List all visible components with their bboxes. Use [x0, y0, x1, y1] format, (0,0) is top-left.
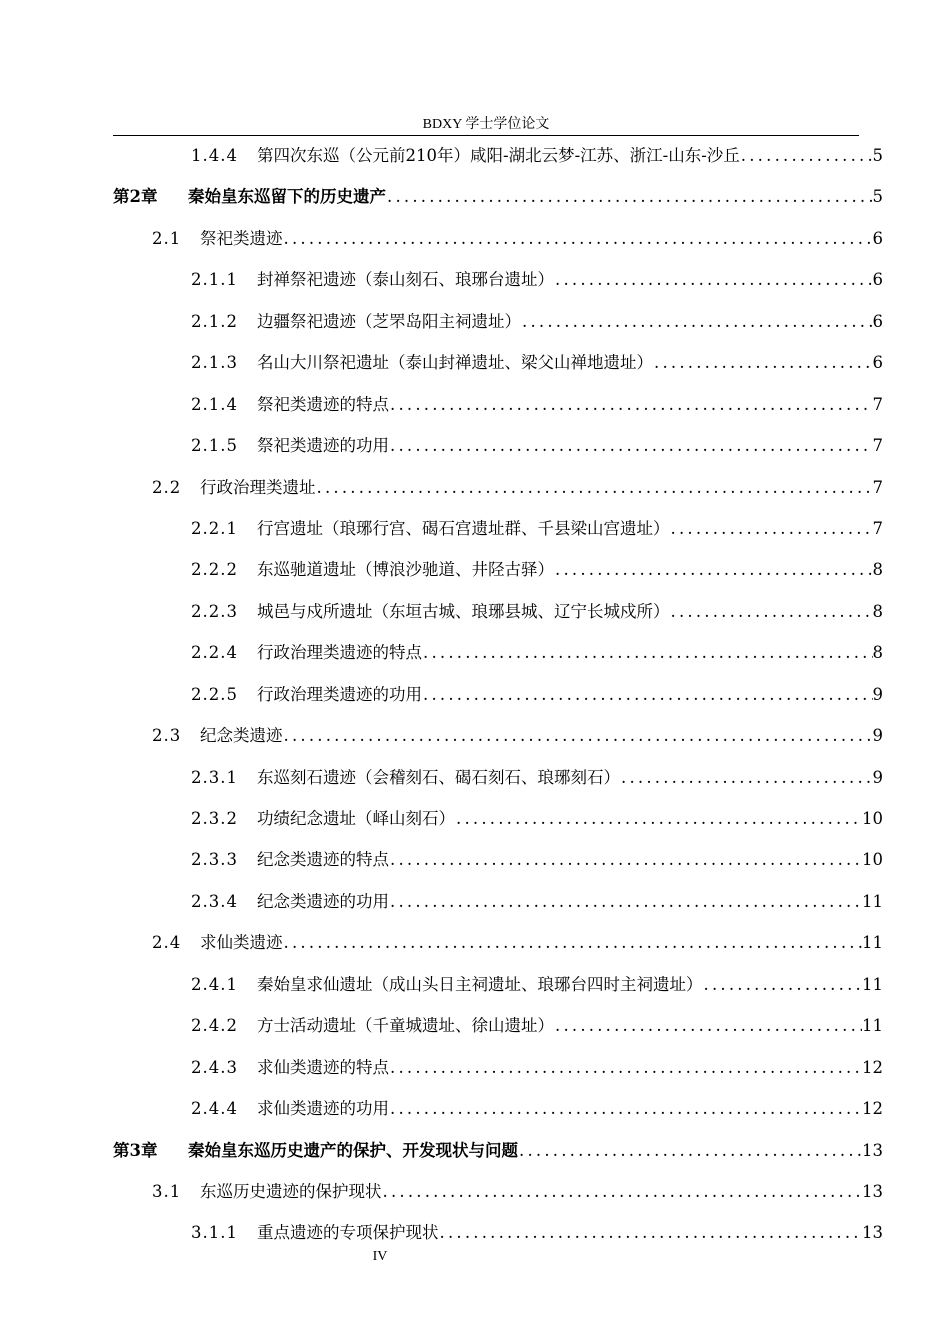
toc-entry-title: 重点遗迹的专项保护现状	[257, 1223, 439, 1243]
toc-entry-page: 9	[872, 767, 883, 787]
toc-subsection-entry[interactable]	[191, 1213, 883, 1253]
toc-dot-leader	[740, 146, 873, 166]
toc-entry-page: 6	[872, 228, 883, 248]
toc-dot-leader	[518, 1141, 862, 1161]
toc-entry-number: 2.4	[152, 933, 182, 953]
toc-entry-page: 6	[872, 270, 883, 290]
toc-entry-number: 2.1.1	[191, 270, 238, 290]
toc-entry-title: 秦始皇东巡历史遗产的保护、开发现状与问题	[188, 1140, 518, 1160]
running-header: BDXY 学士学位论文	[422, 117, 550, 132]
toc-entry-page: 6	[872, 311, 883, 331]
toc-subsection-entry[interactable]	[191, 1006, 883, 1046]
toc-entry-title: 东巡历史遗迹的保护现状	[200, 1182, 382, 1201]
toc-entry-title: 行宫遗址（琅琊行宫、碣石宫遗址群、千县梁山宫遗址）	[257, 518, 670, 538]
toc-dot-leader	[620, 768, 873, 788]
toc-dot-leader	[389, 892, 862, 912]
toc-dot-leader	[382, 1182, 863, 1202]
toc-entry-page: 7	[872, 518, 883, 538]
toc-dot-leader	[316, 478, 873, 498]
toc-entry-number: 2.2.3	[191, 601, 238, 621]
toc-entry-title: 东巡刻石遗迹（会稽刻石、碣石刻石、琅琊刻石）	[257, 767, 620, 787]
toc-entry-number: 2.3	[152, 726, 182, 746]
toc-dot-leader	[422, 685, 873, 705]
toc-section-entry[interactable]	[152, 923, 883, 963]
toc-entry-page: 8	[872, 643, 883, 663]
toc-subsection-entry[interactable]	[191, 302, 883, 342]
toc-subsection-entry[interactable]	[191, 343, 883, 383]
toc-dot-leader	[386, 187, 873, 207]
toc-subsection-entry[interactable]	[191, 509, 883, 549]
toc-entry-number: 2.2.1	[191, 518, 238, 538]
toc-entry-title: 秦始皇东巡留下的历史遗产	[188, 187, 386, 207]
toc-entry-number: 2.1	[152, 228, 182, 248]
toc-entry-title: 东巡驰道遗址（博浪沙驰道、井陉古驿）	[257, 560, 554, 580]
toc-subsection-entry[interactable]	[191, 592, 883, 632]
toc-entry-page: 9	[872, 684, 883, 704]
toc-entry-number: 1.4.4	[191, 146, 238, 165]
toc-subsection-entry[interactable]	[191, 136, 883, 176]
toc-dot-leader	[653, 353, 873, 373]
toc-subsection-entry[interactable]	[191, 882, 883, 922]
toc-entry-title: 第四次东巡（公元前210年）咸阳-湖北云梦-江苏、浙江-山东-沙丘	[257, 146, 740, 165]
toc-section-entry[interactable]	[152, 219, 883, 259]
toc-entry-number: 2.3.3	[191, 850, 238, 870]
toc-chapter-entry[interactable]	[113, 177, 883, 217]
toc-entry-title: 祭祀类遗迹的功用	[257, 436, 389, 456]
toc-entry-title: 行政治理类遗址	[200, 477, 316, 497]
toc-entry-number: 2.2.2	[191, 560, 238, 580]
toc-dot-leader	[389, 1058, 862, 1078]
toc-entry-title: 城邑与戍所遗址（东垣古城、琅琊县城、辽宁长城戍所）	[257, 601, 670, 621]
toc-entry-number: 2.2.4	[191, 643, 238, 663]
toc-entry-title: 纪念类遗迹的特点	[257, 850, 389, 870]
toc-dot-leader	[389, 436, 873, 456]
toc-entry-number: 2.3.2	[191, 809, 238, 829]
toc-entry-number: 第2章	[113, 187, 158, 207]
toc-entry-number: 2.2.5	[191, 684, 238, 704]
toc-entry-number: 2.4.4	[191, 1099, 238, 1119]
toc-section-entry[interactable]	[152, 716, 883, 756]
toc-subsection-entry[interactable]	[191, 965, 883, 1005]
toc-dot-leader	[389, 395, 873, 415]
toc-entry-page: 8	[872, 560, 883, 580]
toc-entry-page: 12	[862, 1057, 883, 1077]
toc-entry-title: 求仙类遗迹的特点	[257, 1057, 389, 1077]
toc-subsection-entry[interactable]	[191, 675, 883, 715]
toc-subsection-entry[interactable]	[191, 840, 883, 880]
toc-entry-title: 求仙类遗迹	[200, 933, 283, 953]
page-number: IV	[372, 1249, 388, 1264]
toc-dot-leader	[283, 933, 863, 953]
toc-subsection-entry[interactable]	[191, 633, 883, 673]
toc-dot-leader	[670, 519, 873, 539]
toc-entry-page: 13	[862, 1182, 883, 1201]
toc-entry-number: 2.2	[152, 477, 182, 497]
toc-dot-leader	[521, 312, 873, 332]
toc-dot-leader	[283, 229, 873, 249]
toc-subsection-entry[interactable]	[191, 1048, 883, 1088]
toc-entry-page: 11	[862, 974, 883, 994]
toc-entry-number: 3.1	[152, 1182, 182, 1201]
toc-dot-leader	[422, 643, 873, 663]
toc-entry-number: 2.1.3	[191, 353, 238, 373]
toc-entry-page: 10	[862, 850, 883, 870]
toc-entry-title: 求仙类遗迹的功用	[257, 1099, 389, 1119]
toc-entry-page: 6	[872, 353, 883, 373]
toc-entry-number: 第3章	[113, 1140, 158, 1160]
toc-entry-page: 13	[862, 1223, 883, 1243]
toc-entry-number: 3.1.1	[191, 1223, 238, 1243]
toc-dot-leader	[455, 809, 862, 829]
toc-entry-number: 2.4.1	[191, 974, 238, 994]
toc-entry-number: 2.3.4	[191, 891, 238, 911]
toc-entry-title: 祭祀类遗迹	[200, 228, 283, 248]
toc-section-entry[interactable]	[152, 1172, 883, 1212]
toc-entry-title: 功绩纪念遗址（峄山刻石）	[257, 809, 455, 829]
toc-entry-page: 5	[872, 146, 883, 165]
toc-entry-page: 7	[872, 477, 883, 497]
toc-entry-page: 7	[872, 436, 883, 456]
toc-entry-number: 2.4.2	[191, 1016, 238, 1036]
toc-entry-title: 行政治理类遗迹的特点	[257, 643, 422, 663]
toc-entry-page: 11	[862, 891, 883, 911]
toc-subsection-entry[interactable]	[191, 799, 883, 839]
toc-entry-title: 秦始皇求仙遗址（成山头日主祠遗址、琅琊台四时主祠遗址）	[257, 974, 703, 994]
toc-entry-page: 7	[872, 394, 883, 414]
toc-entry-page: 12	[862, 1099, 883, 1119]
toc-entry-title: 祭祀类遗迹的特点	[257, 394, 389, 414]
toc-entry-number: 2.1.2	[191, 311, 238, 331]
toc-entry-page: 10	[862, 809, 883, 829]
toc-entry-page: 9	[872, 726, 883, 746]
toc-dot-leader	[439, 1223, 863, 1243]
toc-entry-number: 2.3.1	[191, 767, 238, 787]
toc-entry-title: 纪念类遗迹的功用	[257, 891, 389, 911]
toc-dot-leader	[703, 975, 863, 995]
toc-entry-title: 方士活动遗址（千童城遗址、徐山遗址）	[257, 1016, 554, 1036]
toc-entry-page: 11	[862, 933, 883, 953]
toc-subsection-entry[interactable]	[191, 426, 883, 466]
toc-entry-title: 边疆祭祀遗迹（芝罘岛阳主祠遗址）	[257, 311, 521, 331]
toc-subsection-entry[interactable]	[191, 1089, 883, 1129]
toc-entry-number: 2.1.4	[191, 394, 238, 414]
toc-entry-title: 封禅祭祀遗迹（泰山刻石、琅琊台遗址）	[257, 270, 554, 290]
toc-entry-title: 名山大川祭祀遗址（泰山封禅遗址、梁父山禅地遗址）	[257, 353, 653, 373]
toc-entry-number: 2.1.5	[191, 436, 238, 456]
toc-dot-leader	[670, 602, 873, 622]
toc-chapter-entry[interactable]	[113, 1131, 883, 1171]
toc-entry-page: 11	[862, 1016, 883, 1036]
toc-subsection-entry[interactable]	[191, 758, 883, 798]
toc-entry-page: 5	[872, 187, 883, 207]
toc-section-entry[interactable]	[152, 468, 883, 508]
toc-entry-page: 13	[862, 1140, 883, 1160]
toc-entry-title: 纪念类遗迹	[200, 726, 283, 746]
toc-dot-leader	[554, 270, 873, 290]
toc-entry-page: 8	[872, 601, 883, 621]
toc-entry-number: 2.4.3	[191, 1057, 238, 1077]
toc-dot-leader	[554, 560, 873, 580]
toc-dot-leader	[554, 1016, 862, 1036]
toc-dot-leader	[389, 1099, 862, 1119]
toc-dot-leader	[283, 726, 873, 746]
toc-subsection-entry[interactable]	[191, 385, 883, 425]
toc-subsection-entry[interactable]	[191, 260, 883, 300]
toc-subsection-entry[interactable]	[191, 550, 883, 590]
toc-entry-title: 行政治理类遗迹的功用	[257, 684, 422, 704]
toc-dot-leader	[389, 850, 862, 870]
